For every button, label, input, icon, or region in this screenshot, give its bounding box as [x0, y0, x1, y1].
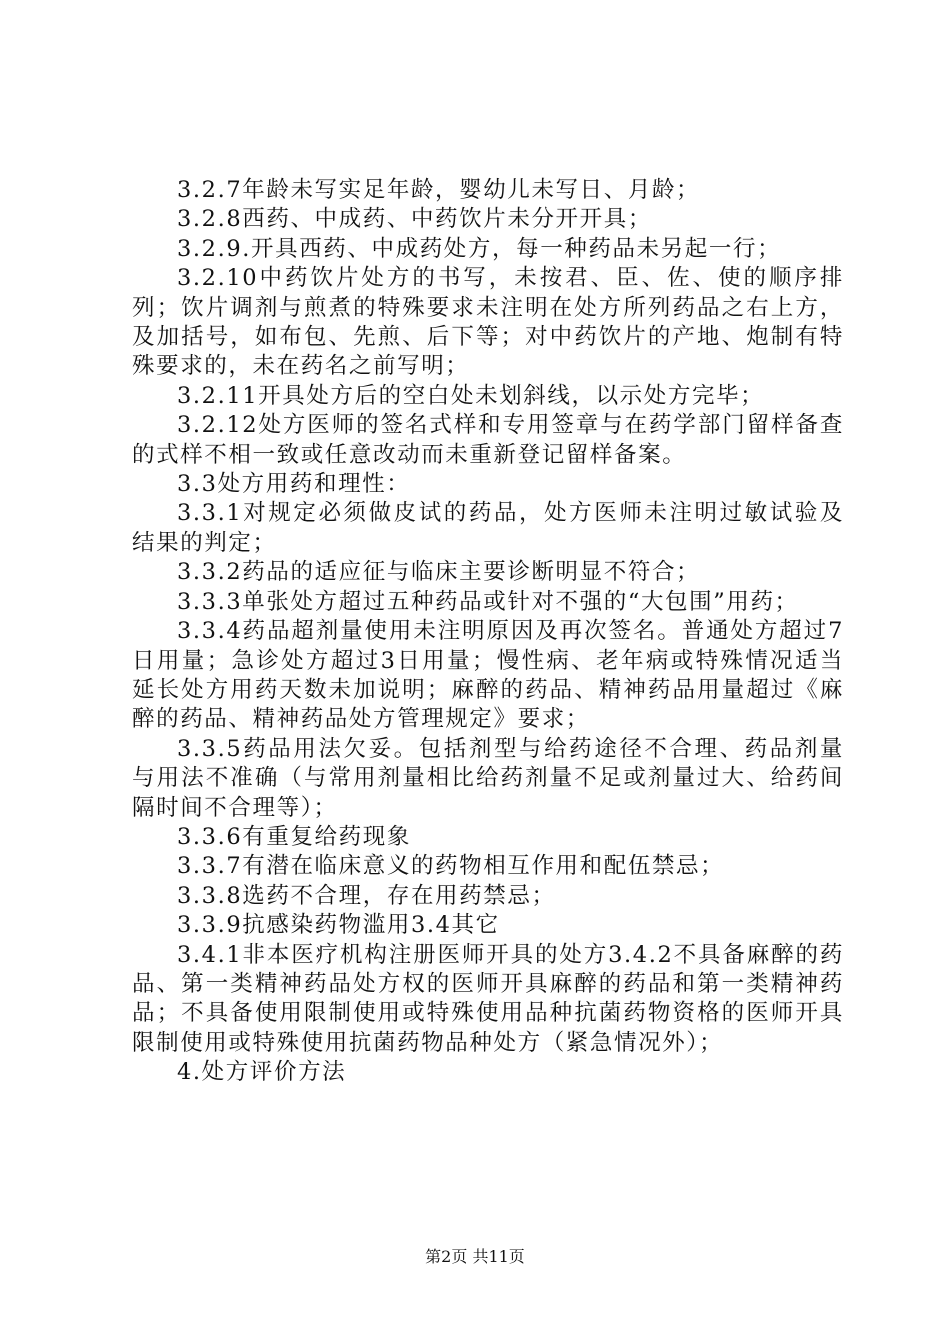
paragraph-3-2-11: 3.2.11开具处方后的空白处未划斜线，以示处方完毕；: [177, 382, 765, 409]
paragraph-3-3-8: 3.3.8选药不合理，存在用药禁忌；: [177, 882, 556, 909]
paragraph-3-3-7: 3.3.7有潜在临床意义的药物相互作用和配伍禁忌；: [177, 853, 725, 880]
paragraph-3-3-9: 3.3.9抗感染药物滥用3.4其它: [177, 912, 500, 939]
paragraph-3-3-4: 3.3.4药品超剂量使用未注明原因及再次签名。普通处方超过7日用量；急诊处方超过3日用量；慢性病、老年病或特殊情况适当延长处方用药天数未加说明；麻醉的药品、精神药品用量超过《麻醉的药品、精神药品处方管理规定》要求；: [132, 618, 844, 733]
paragraph-3-4-1: 3.4.1非本医疗机构注册医师开具的处方3.4.2不具备麻醉的药品、第一类精神药品处方权的医师开具麻醉的药品和第一类精神药品；不具备使用限制使用或特殊使用品种抗菌药物资格的医师开具限制使用或特殊使用抗菌药物品种处方（紧急情况外）；: [132, 941, 844, 1056]
paragraph-3-3-3: 3.3.3单张处方超过五种药品或针对不强的“大包围”用药；: [177, 588, 799, 615]
paragraph-3-2-7: 3.2.7年龄未写实足年龄，婴幼儿未写日、月龄；: [177, 177, 701, 203]
page-footer: 第2页 共11页: [425, 1247, 525, 1266]
section-heading-3-3: 3.3处方用药和理性：: [177, 471, 411, 498]
section-heading-4: 4.处方评价方法: [177, 1059, 347, 1086]
paragraph-3-3-5: 3.3.5药品用法欠妥。包括剂型与给药途径不合理、药品剂量与用法不准确（与常用剂量相比给药剂量不足或剂量过大、给药间隔时间不合理等）；: [132, 735, 844, 821]
paragraph-3-2-10: 3.2.10中药饮片处方的书写，未按君、臣、佐、使的顺序排列；饮片调剂与煎煮的特殊要求未注明在处方所列药品之右上方，及加括号，如布包、先煎、后下等；对中药饮片的产地、炮制有特殊要求的，未在药名之前写明；: [132, 265, 844, 380]
document-body: [132, 176, 844, 1088]
paragraph-3-3-2: 3.3.2药品的适应征与临床主要诊断明显不符合；: [177, 559, 701, 586]
paragraph-3-2-8: 3.2.8西药、中成药、中药饮片未分开开具；: [177, 206, 652, 233]
paragraph-3-2-12: 3.2.12处方医师的签名式样和专用签章与在药学部门留样备查的式样不相一致或任意改动而未重新登记留样备案。: [132, 412, 844, 468]
paragraph-3-3-1: 3.3.1对规定必须做皮试的药品，处方医师未注明过敏试验及结果的判定；: [132, 500, 844, 556]
paragraph-3-2-9: 3.2.9.开具西药、中成药处方，每一种药品未另起一行；: [177, 235, 782, 262]
paragraph-3-3-6: 3.3.6有重复给药现象: [177, 823, 411, 850]
